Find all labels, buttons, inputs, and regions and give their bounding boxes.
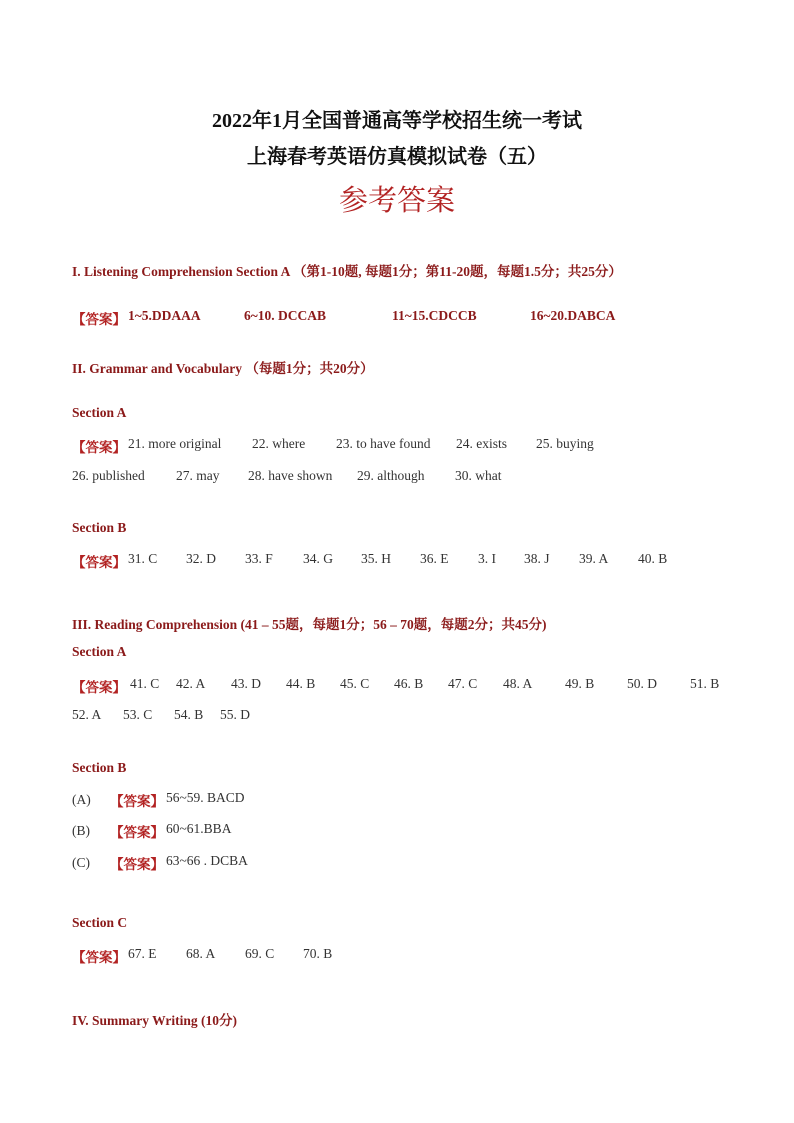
- part2-heading: II. Grammar and Vocabulary （每题1分；共20分）: [72, 361, 374, 376]
- document-subtitle: 上海春考英语仿真模拟试卷（五）: [247, 146, 547, 168]
- vocab-answer: 32. D: [186, 551, 216, 566]
- vocab-answer: 35. H: [361, 551, 391, 566]
- passage-label: (A): [72, 792, 91, 807]
- reading-c-answer: 68. A: [186, 946, 216, 961]
- reading-answer: 43. D: [231, 676, 261, 691]
- vocab-answer: 3. I: [478, 551, 496, 566]
- reading-b-answer: 56~59. BACD: [166, 790, 245, 805]
- grammar-answer: 21. more original: [128, 436, 222, 451]
- answer-tag: 【答案】: [72, 680, 126, 695]
- reading-c-answer: 69. C: [245, 946, 275, 961]
- listening-answer: 6~10. DCCAB: [244, 308, 327, 323]
- reading-answer: 47. C: [448, 676, 478, 691]
- listening-answer: 11~15.CDCCB: [392, 308, 477, 323]
- reading-answer: 45. C: [340, 676, 370, 691]
- answer-tag: 【答案】: [72, 312, 126, 327]
- grammar-answer: 26. published: [72, 468, 145, 483]
- part4-heading: IV. Summary Writing (10分): [72, 1013, 238, 1028]
- reading-answer: 53. C: [123, 707, 153, 722]
- section-b-label: Section B: [72, 760, 127, 775]
- document-title: 2022年1月全国普通高等学校招生统一考试: [212, 110, 582, 132]
- reading-answer: 42. A: [176, 676, 206, 691]
- passage-label: (C): [72, 855, 90, 870]
- grammar-answer: 30. what: [455, 468, 502, 483]
- grammar-answer: 24. exists: [456, 436, 508, 451]
- vocab-answer: 39. A: [579, 551, 609, 566]
- answer-tag: 【答案】: [72, 950, 126, 965]
- section-a-label: Section A: [72, 644, 127, 659]
- grammar-answer: 29. although: [357, 468, 425, 483]
- grammar-answer: 28. have shown: [248, 468, 333, 483]
- reading-answer: 54. B: [174, 707, 204, 722]
- section-a-label: Section A: [72, 405, 127, 420]
- reading-answer: 52. A: [72, 707, 102, 722]
- vocab-answer: 31. C: [128, 551, 158, 566]
- grammar-answer: 25. buying: [536, 436, 594, 451]
- reading-b-answer: 63~66 . DCBA: [166, 853, 248, 868]
- section-b-label: Section B: [72, 520, 127, 535]
- answer-tag: 【答案】: [110, 794, 164, 809]
- reading-c-answer: 70. B: [303, 946, 333, 961]
- vocab-answer: 40. B: [638, 551, 668, 566]
- answer-tag: 【答案】: [72, 440, 126, 455]
- reading-c-answer: 67. E: [128, 946, 157, 961]
- vocab-answer: 38. J: [524, 551, 550, 566]
- listening-answer: 1~5.DDAAA: [128, 308, 201, 323]
- passage-label: (B): [72, 823, 90, 838]
- reading-answer: 55. D: [220, 707, 250, 722]
- reading-answer: 46. B: [394, 676, 424, 691]
- vocab-answer: 33. F: [245, 551, 273, 566]
- listening-answer: 16~20.DABCA: [530, 308, 616, 323]
- answer-key-heading: 参考答案: [338, 185, 455, 217]
- answer-tag: 【答案】: [72, 555, 126, 570]
- reading-answer: 51. B: [690, 676, 720, 691]
- answer-tag: 【答案】: [110, 825, 164, 840]
- reading-answer: 49. B: [565, 676, 595, 691]
- reading-answer: 44. B: [286, 676, 316, 691]
- section-c-label: Section C: [72, 915, 128, 930]
- grammar-answer: 27. may: [176, 468, 220, 483]
- answer-tag: 【答案】: [110, 857, 164, 872]
- grammar-answer: 23. to have found: [336, 436, 431, 451]
- reading-answer: 48. A: [503, 676, 533, 691]
- reading-answer: 50. D: [627, 676, 657, 691]
- reading-answer: 41. C: [130, 676, 160, 691]
- reading-b-answer: 60~61.BBA: [166, 821, 232, 836]
- vocab-answer: 34. G: [303, 551, 333, 566]
- grammar-answer: 22. where: [252, 436, 306, 451]
- part1-heading: I. Listening Comprehension Section A （第1-10题, 每题1分；第11-20题，每题1.5分；共25分）: [72, 264, 622, 279]
- vocab-answer: 36. E: [420, 551, 449, 566]
- part3-heading: III. Reading Comprehension (41 – 55题，每题1分；56 – 70题，每题2分；共45分): [72, 617, 547, 632]
